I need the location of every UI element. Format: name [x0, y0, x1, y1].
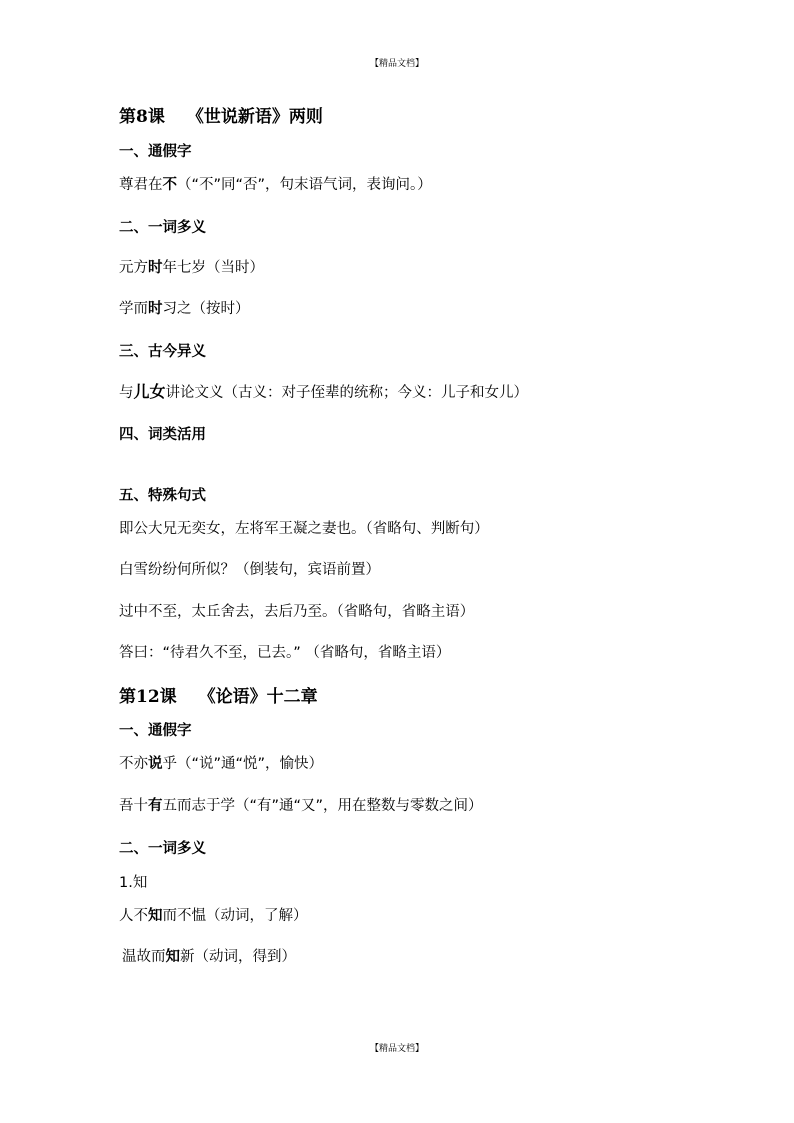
- keyword: 知: [148, 908, 163, 924]
- text-segment: 新（动词，得到）: [180, 949, 296, 965]
- lesson-8-number: 第8课: [119, 107, 165, 127]
- lesson-12-yiciduoyi-item-1: 1.知: [119, 875, 148, 891]
- lesson-12-title: [119, 686, 318, 708]
- keyword: 时: [148, 301, 163, 317]
- lesson-8-section-teshujushi: 五、特殊句式: [119, 488, 206, 504]
- text-segment: 习之（按时）: [162, 301, 250, 317]
- lesson-12-tongjiazi-line-1: [119, 754, 323, 774]
- lesson-8-teshujushi-line-3: 过中不至，太丘舍去，去后乃至。（省略句，省略主语）: [119, 604, 475, 620]
- text-segment: 元方: [119, 260, 148, 276]
- keyword: 说: [148, 756, 163, 772]
- text-segment: 不亦: [119, 756, 148, 772]
- page-footer: 【精品文档】: [369, 1044, 424, 1054]
- keyword: 时: [148, 260, 163, 276]
- lesson-12-tongjiazi-line-2: [119, 796, 483, 816]
- lesson-8-yiciduoyi-line-1: [119, 258, 264, 278]
- lesson-8-section-yiciduoyi: 二、一词多义: [119, 220, 206, 236]
- lesson-8-teshujushi-line-2: 白雪纷纷何所似？（倒装句，宾语前置）: [119, 562, 380, 578]
- lesson-12-section-yiciduoyi: 二、一词多义: [119, 841, 206, 857]
- text-segment: 温故而: [122, 949, 166, 965]
- lesson-12-yiciduoyi-line-2: [122, 947, 296, 967]
- keyword: 知: [165, 949, 180, 965]
- lesson-12-yiciduoyi-line-1: [119, 906, 308, 926]
- lesson-8-teshujushi-line-1: 即公大兄无奕女，左将军王凝之妻也。（省略句、判断句）: [119, 521, 489, 537]
- text-segment: 人不: [119, 908, 148, 924]
- lesson-12-section-tongjiazi: 一、通假字: [119, 723, 192, 739]
- lesson-8-section-gujinyiyi: 三、古今异义: [119, 344, 206, 360]
- lesson-12-book: 《论语》十二章: [198, 687, 318, 707]
- text-segment: 吾十: [119, 798, 148, 814]
- text-segment: 与: [119, 385, 134, 401]
- text-segment: 年七岁（当时）: [162, 260, 264, 276]
- lesson-12-number: 第12课: [119, 687, 177, 707]
- text-segment: 乎（“说”通“悦”，愉快）: [162, 756, 324, 772]
- text-segment: 尊君在: [119, 177, 163, 193]
- lesson-8-tongjiazi-line-1: [119, 175, 432, 195]
- lesson-8-teshujushi-line-4: 答曰：“待君久不至，已去。” （省略句，省略主语）: [119, 645, 451, 661]
- lesson-8-yiciduoyi-line-2: [119, 299, 250, 319]
- text-segment: 学而: [119, 301, 148, 317]
- text-segment: （“不”同“否”，句末语气词，表询问。）: [177, 177, 432, 193]
- page-header: 【精品文档】: [369, 59, 424, 69]
- text-segment: 五而志于学（“有”通“又”，用在整数与零数之间）: [162, 798, 483, 814]
- lesson-8-title: [119, 106, 323, 128]
- keyword: 儿女: [133, 382, 166, 401]
- text-segment: 而不愠（动词，了解）: [162, 908, 308, 924]
- lesson-8-gujinyiyi-line-1: [119, 382, 528, 403]
- keyword: 有: [148, 798, 163, 814]
- text-segment: 讲论文义（古义：对子侄辈的统称；今义：儿子和女儿）: [165, 385, 529, 401]
- lesson-8-section-tongjiazi: 一、通假字: [119, 144, 192, 160]
- lesson-8-section-cileihuoyong: 四、词类活用: [119, 427, 206, 443]
- keyword: 不: [162, 177, 177, 193]
- lesson-8-book: 《世说新语》两则: [186, 107, 323, 127]
